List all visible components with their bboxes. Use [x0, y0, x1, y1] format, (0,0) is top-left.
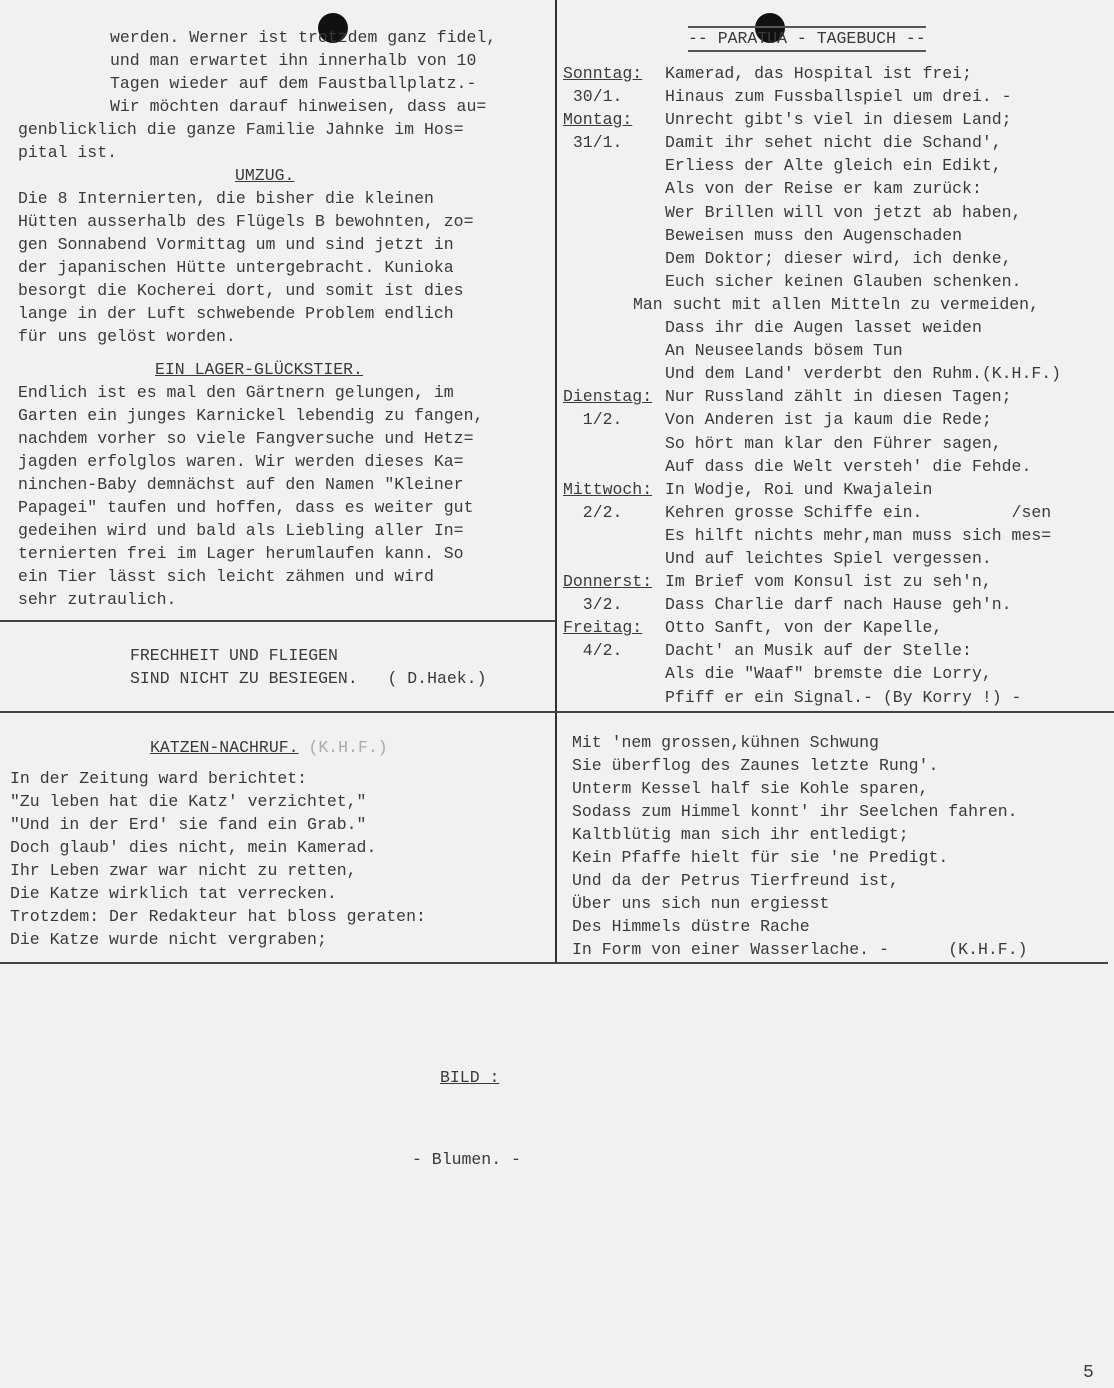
- diary-line: Damit ihr sehet nicht die Schand',: [665, 133, 1002, 153]
- diary-row: [563, 570, 1108, 593]
- text-line: Sie überflog des Zaunes letzte Rung'.: [572, 756, 939, 775]
- diary-line: Im Brief vom Konsul ist zu seh'n,: [665, 572, 992, 592]
- text-line: sehr zutraulich.: [18, 590, 177, 609]
- text-line: Mit 'nem grossen,kühnen Schwung: [572, 733, 879, 752]
- diary-row: [563, 547, 1108, 570]
- motto-line: SIND NICHT ZU BESIEGEN.: [130, 669, 358, 688]
- diary-line: Pfiff er ein Signal.- (By Korry !) -: [665, 687, 1022, 707]
- text-line: pital ist.: [18, 143, 118, 162]
- diary-line: Dass ihr die Augen lasset weiden: [665, 318, 982, 338]
- diary-line: Nur Russland zählt in diesen Tagen;: [665, 387, 1012, 407]
- page-number: 5: [1083, 1363, 1094, 1383]
- divider: [0, 620, 556, 622]
- motto-author: ( D.Haek.): [387, 669, 487, 688]
- divider: [0, 711, 1114, 713]
- diary-line: Es hilft nichts mehr,man muss sich mes=: [665, 525, 1052, 545]
- tagebuch-title: -- PARATUA - TAGEBUCH --: [688, 26, 926, 52]
- text-line: Die 8 Internierten, die bisher die kleinen: [18, 189, 434, 208]
- diary-date-label: Mittwoch:: [563, 479, 653, 499]
- text-line: Die Katze wirklich tat verrecken.: [10, 884, 337, 903]
- text-line: werden. Werner ist trotzdem ganz fidel,: [110, 28, 497, 47]
- diary-date-label: 4/2.: [563, 641, 623, 661]
- text-line: genblicklich die ganze Familie Jahnke im Hos=: [18, 120, 464, 139]
- text-line: Und da der Petrus Tierfreund ist,: [572, 871, 899, 890]
- diary-date-label: Freitag:: [563, 618, 643, 638]
- text-line: In der Zeitung ward berichtet:: [10, 769, 308, 788]
- katzen-continued: [572, 731, 1028, 961]
- author: (K.H.F.): [948, 940, 1028, 959]
- text-line: Des Himmels düstre Rache: [572, 917, 810, 936]
- diary-row: [563, 616, 1108, 639]
- text-line: Tagen wieder auf dem Faustballplatz.-: [110, 74, 477, 93]
- text-line: nachdem vorher so viele Fangversuche und Hetz=: [18, 429, 474, 448]
- diary-row: [563, 154, 1108, 177]
- text-line: Garten ein junges Karnickel lebendig zu fangen,: [18, 406, 484, 425]
- text-line: ninchen-Baby demnächst auf den Namen "Kleiner: [18, 475, 464, 494]
- diary-line: Und dem Land' verderbt den Ruhm.(K.H.F.): [665, 364, 1062, 384]
- diary-line: Als die "Waaf" bremste die Lorry,: [665, 664, 992, 684]
- text-line: besorgt die Kocherei dort, und somit ist dies: [18, 281, 464, 300]
- text-line: Kaltblütig man sich ihr entledigt;: [572, 825, 909, 844]
- text-line: Über uns sich nun ergiesst: [572, 894, 830, 913]
- diary-line: Auf dass die Welt versteh' die Fehde.: [665, 456, 1032, 476]
- diary-line: So hört man klar den Führer sagen,: [665, 433, 1002, 453]
- diary-row: [563, 478, 1108, 501]
- diary-row: [563, 247, 1108, 270]
- diary-row: [563, 131, 1108, 154]
- diary-line: Man sucht mit allen Mitteln zu vermeiden,: [633, 294, 1039, 314]
- divider: [0, 962, 1108, 964]
- umzug-title: UMZUG.: [235, 166, 295, 185]
- diary-row: [563, 362, 1108, 385]
- text-line: gedeihen wird und bald als Liebling aller In=: [18, 521, 464, 540]
- text-line: Die Katze wurde nicht vergraben;: [10, 930, 327, 949]
- text-line: ternierten frei im Lager herumlaufen kann. So: [18, 544, 464, 563]
- diary-line: Wer Brillen will von jetzt ab haben,: [665, 202, 1022, 222]
- diary-row: [563, 593, 1108, 616]
- diary-line: Kamerad, das Hospital ist frei;: [665, 64, 972, 83]
- diary-row: [563, 408, 1108, 431]
- text-line: Sodass zum Himmel konnt' ihr Seelchen fahren.: [572, 802, 1018, 821]
- text-line: jagden erfolglos waren. Wir werden dieses Ka=: [18, 452, 464, 471]
- diary-line: Otto Sanft, von der Kapelle,: [665, 618, 943, 638]
- text-line: lange in der Luft schwebende Problem endlich: [18, 304, 454, 323]
- text-line: Wir möchten darauf hinweisen, dass au=: [110, 97, 487, 116]
- diary-row: [563, 108, 1108, 131]
- diary-line: Dem Doktor; dieser wird, ich denke,: [665, 248, 1012, 268]
- text-line: ein Tier lässt sich leicht zähmen und wird: [18, 567, 434, 586]
- diary-row: [563, 201, 1108, 224]
- text-line: Papagei" taufen und hoffen, dass es weiter gut: [18, 498, 474, 517]
- text-line: gen Sonnabend Vormittag um und sind jetzt in: [18, 235, 454, 254]
- text-line: "Und in der Erd' sie fand ein Grab.": [10, 815, 367, 834]
- diary-line: In Wodje, Roi und Kwajalein: [665, 479, 933, 499]
- diary-row: [563, 62, 1108, 85]
- diary-row: [563, 686, 1108, 709]
- text-line: Unterm Kessel half sie Kohle sparen,: [572, 779, 929, 798]
- diary-row: [563, 270, 1108, 293]
- katzen-nachruf: [10, 736, 426, 951]
- diary-line: Beweisen muss den Augenschaden: [665, 225, 963, 245]
- diary-line: Kehren grosse Schiffe ein. /sen: [665, 502, 1052, 522]
- text-line: Hütten ausserhalb des Flügels B bewohnten, zo=: [18, 212, 474, 231]
- diary-row: [563, 339, 1108, 362]
- diary-line: Hinaus zum Fussballspiel um drei. -: [665, 87, 1012, 107]
- diary-row: [563, 432, 1108, 455]
- diary-row: [563, 177, 1108, 200]
- diary-date-label: 3/2.: [563, 595, 623, 615]
- tagebuch-entries: [563, 62, 1108, 709]
- diary-row: [563, 455, 1108, 478]
- diary-line: Und auf leichtes Spiel vergessen.: [665, 548, 992, 568]
- intro-paragraph: [18, 26, 496, 611]
- diary-line: Dacht' an Musik auf der Stelle:: [665, 641, 972, 661]
- diary-line: Unrecht gibt's viel in diesem Land;: [665, 110, 1012, 130]
- diary-row: [563, 662, 1108, 685]
- text-line: der japanischen Hütte untergebracht. Kunioka: [18, 258, 454, 277]
- diary-line: An Neuseelands bösem Tun: [665, 341, 903, 361]
- diary-row: [563, 293, 1108, 316]
- diary-date-label: 1/2.: [563, 410, 623, 430]
- diary-row: [563, 639, 1108, 662]
- diary-date-label: Dienstag:: [563, 387, 653, 407]
- text-line: Trotzdem: Der Redakteur hat bloss geraten:: [10, 907, 426, 926]
- katzen-title: KATZEN-NACHRUF.: [150, 738, 299, 757]
- diary-row: [563, 316, 1108, 339]
- diary-row: [563, 501, 1108, 524]
- text-line: Doch glaub' dies nicht, mein Kamerad.: [10, 838, 377, 857]
- diary-date-label: 2/2.: [563, 502, 623, 522]
- diary-date-label: 31/1.: [563, 133, 623, 153]
- bild-caption: - Blumen. -: [412, 1150, 521, 1169]
- column-divider: [555, 0, 557, 962]
- diary-row: [563, 224, 1108, 247]
- diary-date-label: Montag:: [563, 110, 633, 130]
- text-line: für uns gelöst worden.: [18, 327, 236, 346]
- text-line: Endlich ist es mal den Gärtnern gelungen, im: [18, 383, 454, 402]
- diary-line: Erliess der Alte gleich ein Edikt,: [665, 156, 1002, 176]
- diary-line: Von Anderen ist ja kaum die Rede;: [665, 410, 992, 430]
- diary-line: Dass Charlie darf nach Hause geh'n.: [665, 595, 1012, 615]
- text-line: und man erwartet ihn innerhalb von 10: [110, 51, 477, 70]
- text-line: In Form von einer Wasserlache. -: [572, 940, 889, 959]
- katzen-author: (K.H.F.): [308, 738, 388, 757]
- diary-line: Euch sicher keinen Glauben schenken.: [665, 271, 1022, 291]
- diary-row: [563, 524, 1108, 547]
- diary-date-label: Donnerst:: [563, 572, 653, 592]
- glueck-title: EIN LAGER-GLÜCKSTIER.: [155, 360, 363, 379]
- text-line: Kein Pfaffe hielt für sie 'ne Predigt.: [572, 848, 949, 867]
- motto-line: FRECHHEIT UND FLIEGEN: [130, 646, 338, 665]
- bild-title: BILD :: [440, 1068, 500, 1087]
- diary-row: [563, 85, 1108, 108]
- diary-date-label: 30/1.: [563, 87, 623, 107]
- diary-date-label: Sonntag:: [563, 64, 643, 83]
- motto: [130, 644, 487, 690]
- diary-row: [563, 385, 1108, 408]
- text-line: "Zu leben hat die Katz' verzichtet,": [10, 792, 367, 811]
- text-line: Ihr Leben zwar war nicht zu retten,: [10, 861, 357, 880]
- diary-line: Als von der Reise er kam zurück:: [665, 179, 982, 199]
